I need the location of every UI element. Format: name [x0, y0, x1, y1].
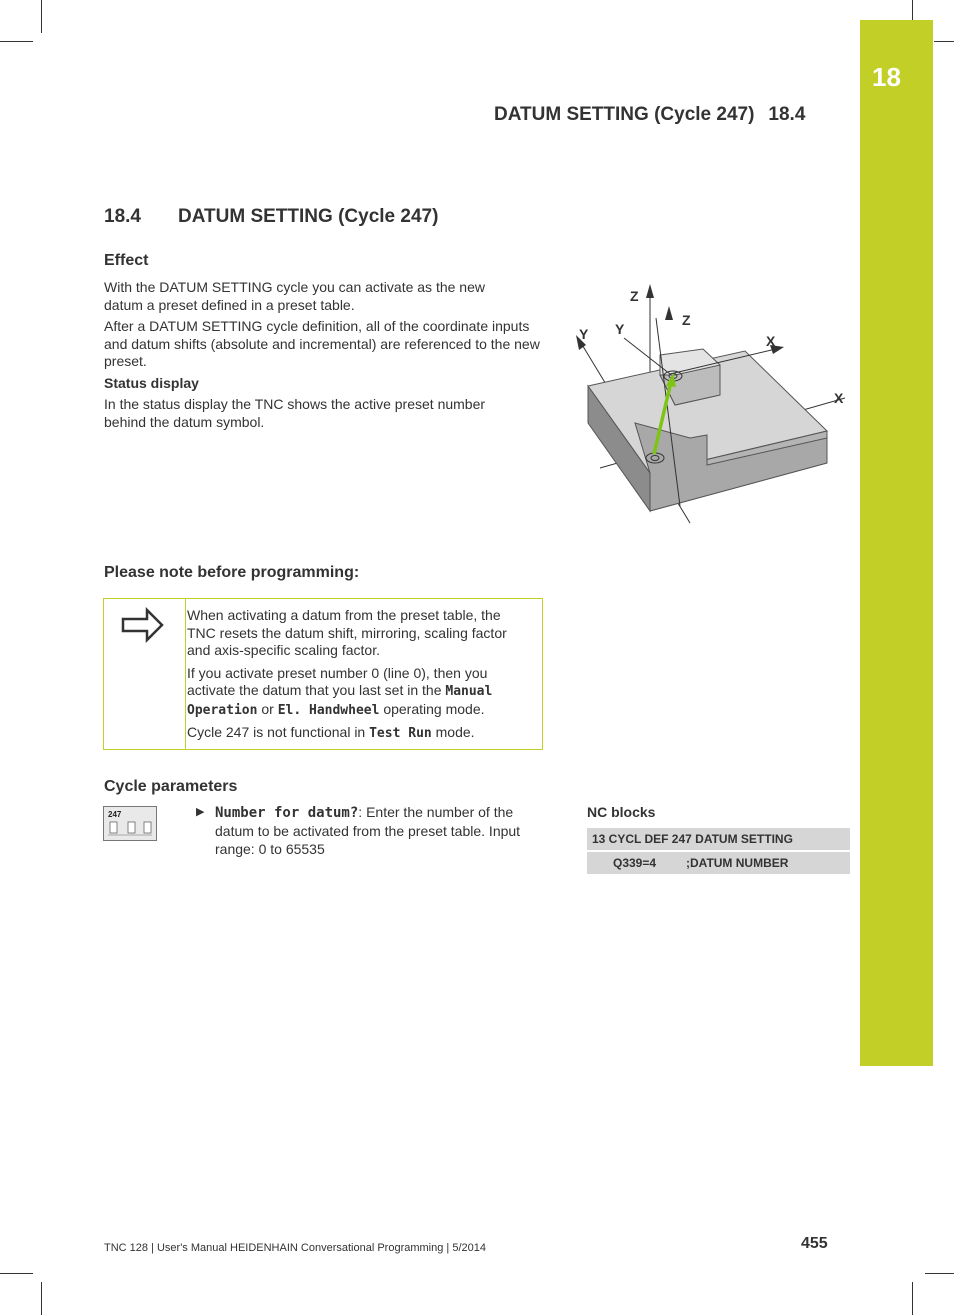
chapter-tab [860, 20, 933, 1066]
crop-mark [0, 41, 33, 42]
crop-mark [41, 0, 42, 33]
parameter-description: : Enter the number of the datum to be activated from the preset table. Input range: 0 to 65535 [215, 804, 521, 857]
effect-para-1: With the DATUM SETTING cycle you can activate as the new datum a preset defined in a preset table. [104, 279, 485, 313]
manual-operation-mode: Manual Operation [187, 684, 493, 718]
crop-mark [912, 1282, 913, 1315]
note-para-2 [187, 665, 527, 720]
running-header [494, 104, 805, 126]
effect-heading: Effect [104, 252, 149, 269]
note-heading: Please note before programming: [104, 564, 360, 581]
axis-label-z-workpiece: Z [682, 312, 691, 328]
crop-mark [41, 1282, 42, 1315]
nc-blocks-label: NC blocks [587, 804, 656, 820]
note-para-2-end: operating mode. [379, 700, 485, 717]
nc-block-line-2-code: Q339=4 [613, 856, 657, 870]
parameter-q339 [196, 803, 546, 858]
crop-mark [925, 1273, 954, 1274]
crop-mark [912, 0, 913, 20]
softkey-graphic [108, 820, 152, 838]
crop-mark [934, 41, 954, 42]
softkey-label: 247 [108, 810, 122, 819]
axis-label-z-machine: Z [630, 288, 639, 304]
machine-z-arrow [646, 284, 654, 298]
nc-block-line-2-comment: ;DATUM NUMBER [686, 856, 789, 870]
parameter-text [215, 803, 546, 858]
chapter-number: 18 [872, 62, 901, 92]
datum-setting-figure [570, 278, 850, 528]
note-para-2-or: or [257, 700, 278, 717]
handwheel-mode: El. Handwheel [277, 702, 380, 718]
cycle-247-softkey [103, 806, 157, 841]
workpiece-z-arrow [665, 306, 673, 320]
note-para-3-end: mode. [431, 724, 475, 740]
right-arrow-icon [121, 607, 165, 643]
axis-label-x-machine: X [834, 390, 844, 406]
note-para-3-text: Cycle 247 is not functional in [187, 724, 370, 740]
section-title-text: DATUM SETTING (Cycle 247) [178, 206, 439, 227]
note-divider [185, 599, 186, 749]
crop-mark [0, 1273, 33, 1274]
nc-block-line-1 [587, 828, 850, 850]
axis-label-x-workpiece: X [766, 333, 776, 349]
status-display-heading: Status display [104, 374, 199, 391]
note-text [187, 607, 527, 748]
section-title [104, 206, 438, 228]
axis-label-y-workpiece: Y [615, 321, 625, 337]
nc-block-line-2 [587, 852, 850, 874]
note-box [103, 598, 543, 750]
test-run-mode: Test Run [369, 726, 432, 741]
nc-block-line-1-text: 13 CYCL DEF 247 DATUM SETTING [592, 832, 793, 846]
effect-para-3: In the status display the TNC shows the active preset number behind the datum symbol. [104, 396, 486, 430]
note-para-3 [187, 724, 527, 743]
parameter-name: Number for datum? [215, 805, 359, 821]
note-para-1: When activating a datum from the preset table, the TNC resets the datum shift, mirroring, scaling factor and axis-specific scaling factor. [187, 607, 507, 658]
running-header-section: 18.4 [768, 104, 806, 125]
axis-label-y-machine: Y [579, 326, 589, 342]
section-number: 18.4 [104, 206, 141, 227]
bullet-triangle-icon: ▶ [196, 806, 205, 818]
footer-text: TNC 128 | User's Manual HEIDENHAIN Conversational Programming | 5/2014 [104, 1242, 486, 1254]
effect-body [104, 279, 544, 431]
cycle-parameters-heading: Cycle parameters [104, 778, 238, 795]
note-para-2-text: If you activate preset number 0 (line 0), then you activate the datum that you last set in the [187, 664, 488, 698]
running-header-title: DATUM SETTING (Cycle 247) [494, 104, 755, 125]
effect-para-2: After a DATUM SETTING cycle definition, all of the coordinate inputs and datum shifts (absolute and incremental) are referenced to the new preset. [104, 318, 540, 369]
page-number: 455 [801, 1235, 828, 1252]
